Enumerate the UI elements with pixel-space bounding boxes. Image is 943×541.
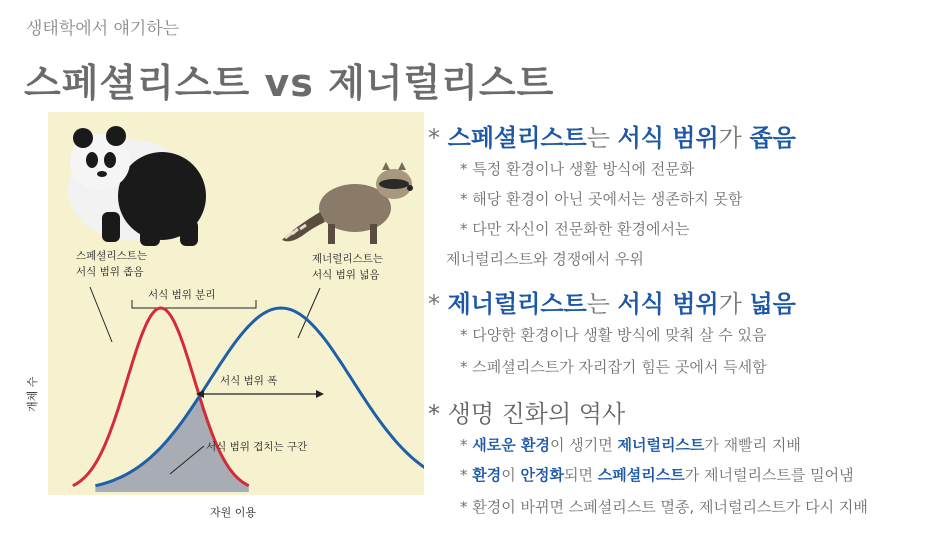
overlap-label: 서식 범위 겹치는 구간	[206, 441, 308, 453]
page-title: 스페셜리스트 vs 제너럴리스트	[24, 61, 555, 105]
generalist-curve	[95, 308, 424, 486]
niche-diagram	[20, 112, 424, 524]
specialist-item: * 다만 자신이 전문화한 환경에서는	[460, 220, 690, 238]
range-gap-label: 서식 범위 분리	[148, 289, 216, 301]
specialist-heading: * 스페셜리스트는 서식 범위가 좁음	[428, 124, 796, 152]
generalist-label-line1: 제너럴리스트는	[312, 253, 384, 265]
specialist-label-line2: 서식 범위 좁음	[76, 266, 144, 278]
evolution-item: * 환경이 바뀌면 스페셜리스트 멸종, 제너럴리스트가 다시 지배	[460, 498, 868, 516]
niche-chart	[20, 112, 424, 524]
specialist-item: * 특정 환경이나 생활 방식에 전문화	[460, 160, 695, 178]
specialist-pointer-line	[90, 287, 112, 342]
generalist-heading: * 제너럴리스트는 서식 범위가 넓음	[428, 290, 796, 318]
range-width-arrowhead-right	[316, 390, 324, 398]
generalist-item: * 스페셜리스트가 자리잡기 힘든 곳에서 득세함	[460, 358, 767, 376]
range-width-label: 서식 범위 폭	[220, 375, 278, 387]
evolution-item: * 새로운 환경이 생기면 제너럴리스트가 재빨리 지배	[460, 436, 801, 454]
panda-illustration	[68, 126, 206, 246]
page-subtitle: 생태학에서 얘기하는	[26, 19, 180, 39]
specialist-item: * 해당 환경이 아닌 곳에서는 생존하지 못함	[460, 190, 743, 208]
y-axis-label: 개체 수	[26, 376, 39, 412]
evolution-heading: * 생명 진화의 역사	[428, 400, 626, 428]
generalist-item: * 다양한 환경이나 생활 방식에 맞춰 살 수 있음	[460, 326, 767, 344]
specialist-label-line1: 스페셜리스트는	[76, 250, 148, 262]
range-gap-bracket	[132, 300, 256, 308]
x-axis-label: 자원 이용	[210, 506, 257, 519]
specialist-item-continued: 제너럴리스트와 경쟁에서 우위	[446, 250, 644, 268]
raccoon-illustration	[282, 162, 413, 244]
generalist-label-line2: 서식 범위 넓음	[312, 269, 380, 281]
evolution-item: * 환경이 안정화되면 스페셜리스트가 제너럴리스트를 밀어냄	[460, 466, 854, 484]
